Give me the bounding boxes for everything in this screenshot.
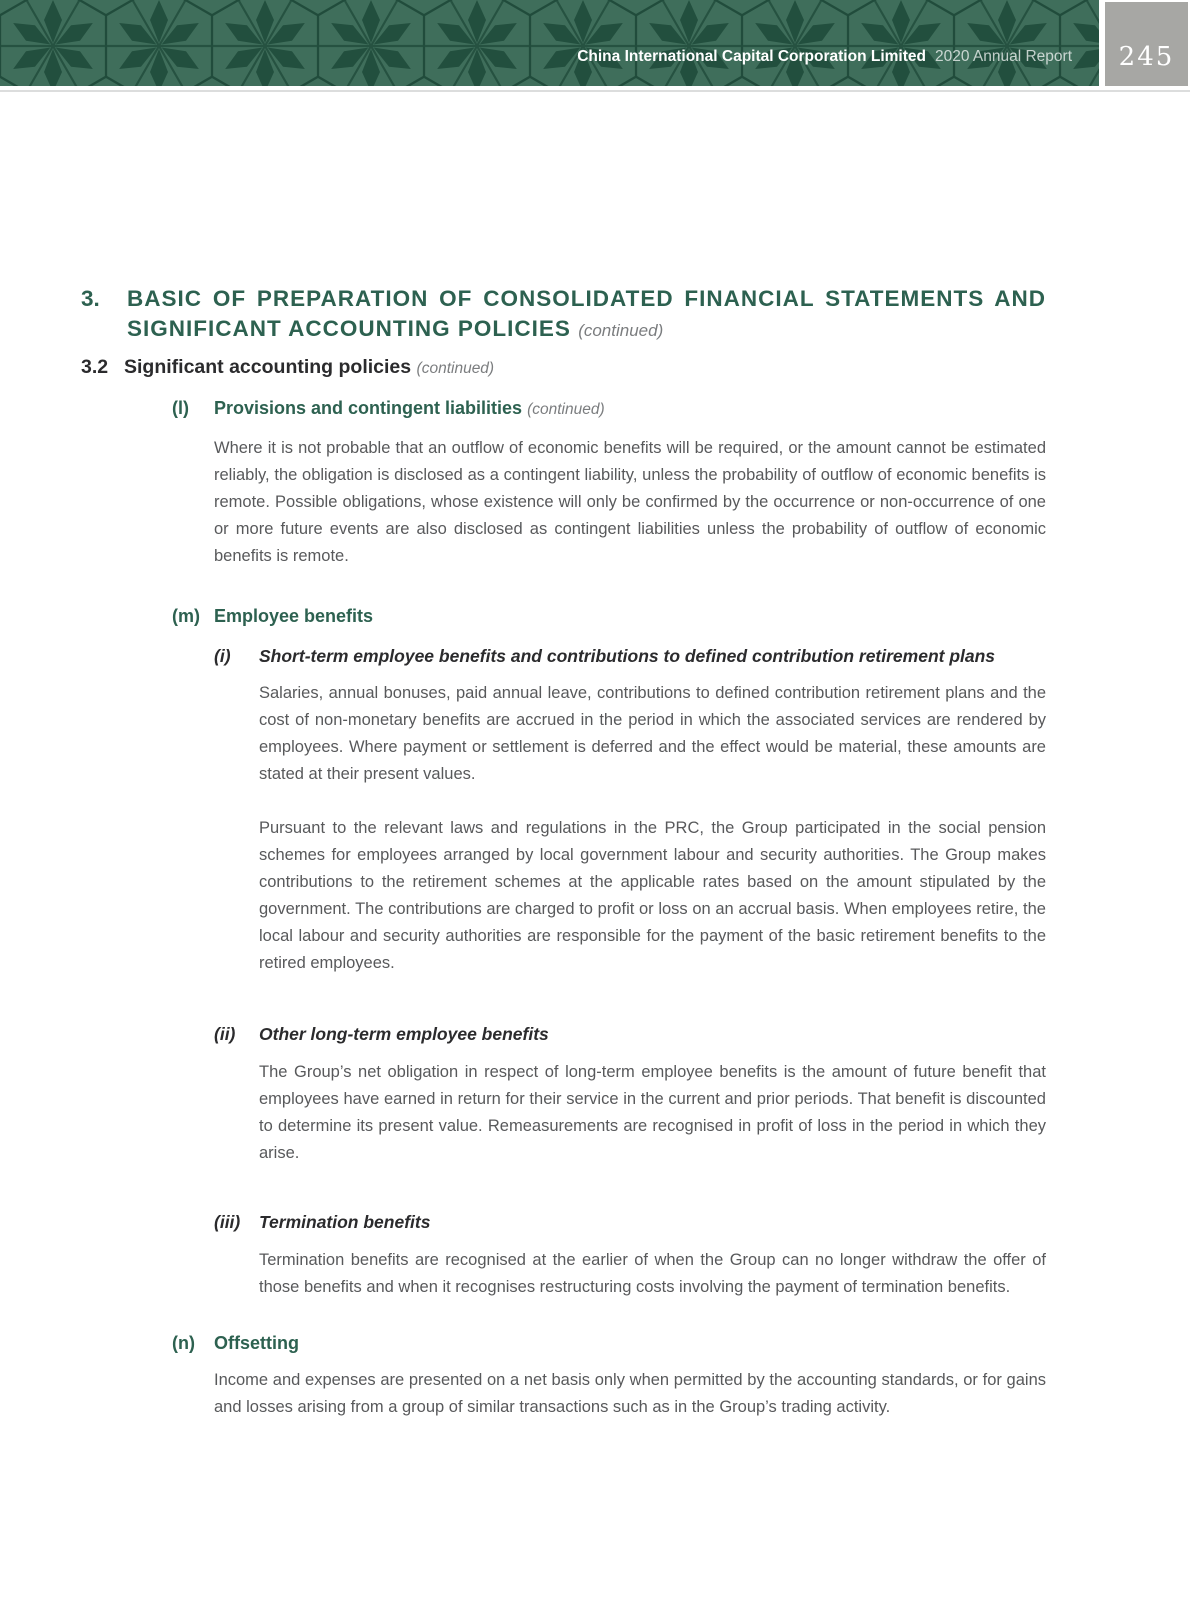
paragraph: Income and expenses are presented on a net basis only when permitted by the accounting standards, or for gains and losses arising from a group of similar transactions such as in the Group’s trading activity. [214,1371,1046,1416]
content [0,284,1190,1421]
report-title: 2020 Annual Report [934,48,1072,65]
section-heading [81,284,1046,346]
item-l-heading [172,396,1046,422]
page-number: 245 [1118,42,1175,72]
subitem-ii-body [259,1059,1046,1167]
paragraph: The Group’s net obligation in respect of long-term employee benefits is the amount of future benefit that employees have earned in return for their service in the current and prior periods. That benefit is discounted to determine its present value. Remeasurements are recognised in profit of loss in the period in which they arise. [259,1063,1046,1162]
header-titles [577,48,1072,66]
item-n-title: Offsetting [214,1333,299,1353]
item-l-label: (l) [172,398,189,418]
item-m-title: Employee benefits [214,606,374,626]
subitem-iii-heading [214,1210,1046,1234]
asanoha-pattern-icon [0,0,1099,86]
item-l-title-text: Provisions and contingent liabilities [214,398,523,418]
item-m [81,604,1046,1301]
subsection-continued: (continued) [416,360,495,377]
item-n [81,1331,1046,1421]
paragraph: Where it is not probable that an outflow of economic benefits will be required, or the amount cannot be estimated reliably, the obligation is disclosed as a contingent liability, unless the probability of outflow of economic benefits is remote. Possible obligations, whose existence will only be confirmed by the occurrence or non-occurrence of one or more future events are also disclosed as contingent liabilities unless the probability of outflow of economic benefits is remote. [214,439,1046,565]
section-number: 3. [81,286,100,311]
subitem-ii-heading [214,1022,1046,1046]
subsection-title-text: Significant accounting policies [124,356,412,378]
paragraph: Pursuant to the relevant laws and regulations in the PRC, the Group participated in the social pension schemes for employees arranged by local government labour and security authorities. The Group makes contributions to the retirement schemes at the applicable rates based on the amount stipulated by the government. The contributions are charged to profit or loss on an accrual basis. When employees retire, the local labour and security authorities are responsible for the payment of the basic retirement benefits to the retired employees. [259,819,1046,972]
paragraph: Termination benefits are recognised at the earlier of when the Group can no longer withdraw the offer of those benefits and when it recognises restructuring costs involving the payment of termination benefits. [259,1251,1046,1296]
item-n-label: (n) [172,1333,195,1353]
section-title-line2 [127,314,1046,346]
subitem-iii-label: (iii) [214,1212,241,1232]
company-name: China International Capital Corporation Limited [577,48,926,65]
item-l [81,396,1046,570]
subitem-iii [214,1210,1046,1301]
subitem-i-label: (i) [214,646,231,666]
paragraph: Salaries, annual bonuses, paid annual leave, contributions to defined contribution retirement plans and the cost of non-monetary benefits are accrued in the period in which the associated services are rendered by employees. Where payment or settlement is deferred and the effect would be material, these amounts are stated at their present values. [259,684,1046,783]
subitem-ii-label: (ii) [214,1024,236,1044]
subsection-heading [81,355,1046,381]
subitem-i-heading [214,644,1046,668]
item-l-body [214,435,1046,570]
page-number-box [1105,2,1188,86]
subsection-title [124,355,1046,381]
header-pattern-band [0,0,1099,86]
item-n-body [214,1367,1046,1421]
section-continued: (continued) [578,321,664,340]
item-m-label: (m) [172,606,200,626]
subsection-number: 3.2 [81,356,109,378]
subitem-iii-body [259,1247,1046,1301]
section-title [127,284,1046,346]
subitem-ii [214,1022,1046,1167]
item-n-heading [172,1331,1046,1355]
subitem-i-body [259,680,1046,977]
section-title-line2-text: SIGNIFICANT ACCOUNTING POLICIES [127,316,571,341]
subitem-iii-title: Termination benefits [259,1212,431,1232]
item-m-heading [172,604,1046,628]
subitem-i-title: Short-term employee benefits and contributions to defined contribution retirement plans [259,646,996,666]
item-l-continued: (continued) [527,401,605,418]
item-m-body [214,644,1046,1301]
section-title-line1: BASIC OF PREPARATION OF CONSOLIDATED FINANCIAL STATEMENTS AND [127,286,1046,311]
subitem-ii-title: Other long-term employee benefits [259,1024,549,1044]
item-l-title [214,396,1046,422]
page-header [0,0,1190,86]
subitem-i [214,644,1046,977]
header-divider [0,90,1190,92]
